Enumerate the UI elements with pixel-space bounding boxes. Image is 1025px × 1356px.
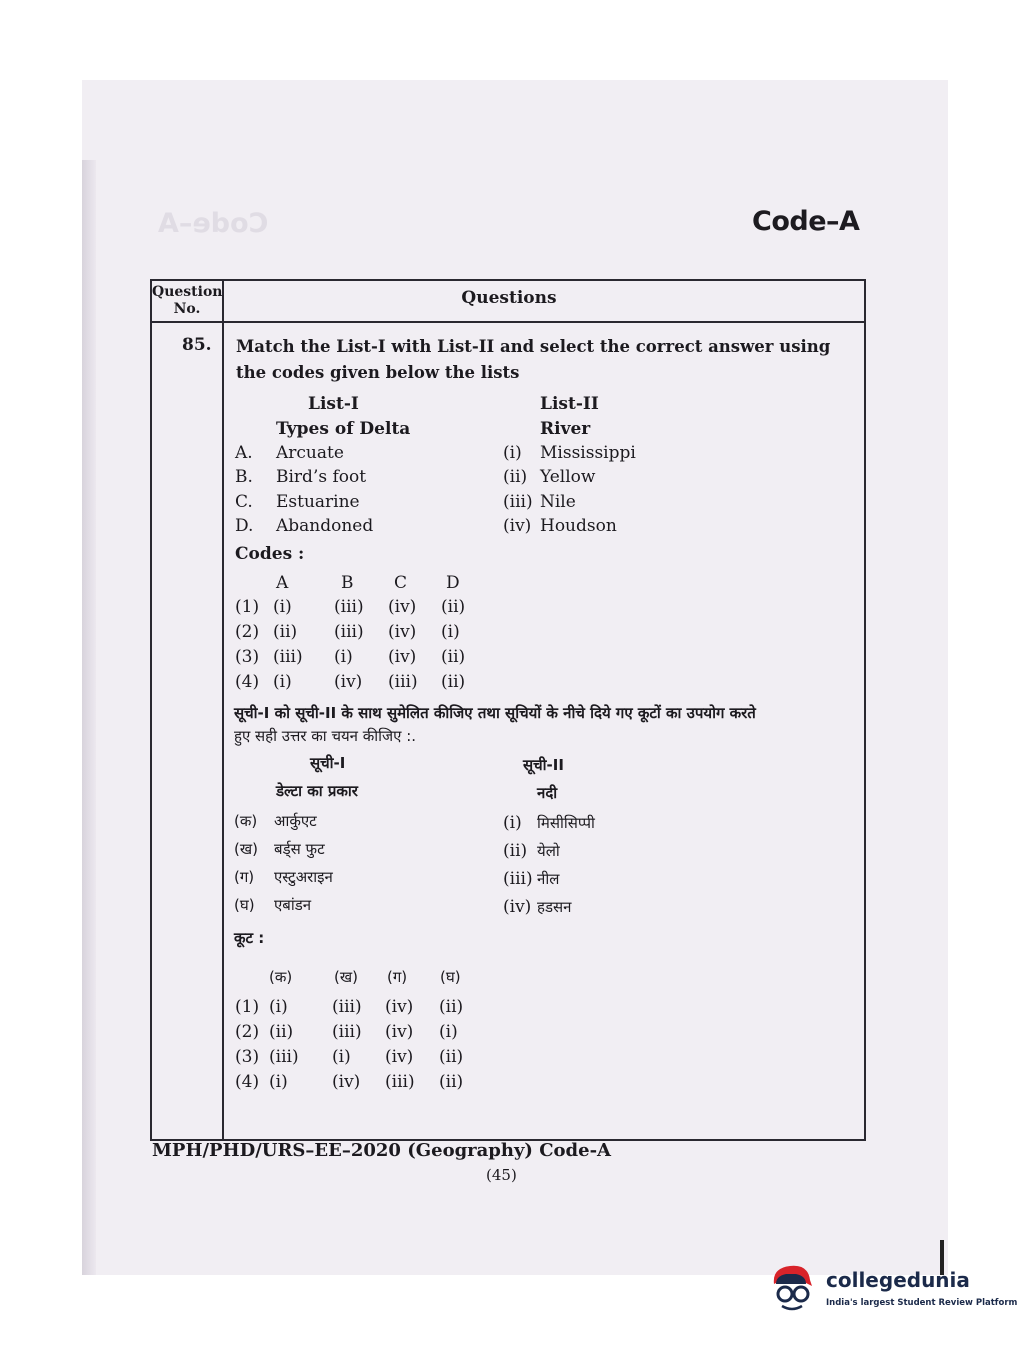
mascot-icon <box>768 1262 816 1314</box>
list2-key-hi: (iv) <box>503 897 532 917</box>
code-option-value: (ii) <box>441 647 466 667</box>
list1-key: D. <box>235 516 254 536</box>
list2-key: (i) <box>503 443 522 463</box>
list1-key: C. <box>235 492 253 512</box>
question-number: 85. <box>182 335 212 355</box>
list1-value: Estuarine <box>276 492 360 512</box>
list1-key-hi: (ख) <box>234 840 258 858</box>
code-hi-option-value: (ii) <box>439 1072 464 1092</box>
header-divider <box>150 321 864 323</box>
code-hi-option-value: (iv) <box>385 997 414 1017</box>
codes-header: A <box>276 573 289 593</box>
question-text-hi-line1: सूची-I को सूची-II के साथ सुमेलित कीजिए तथा सूचियों के नीचे दिये गए कूटों का उपयोग करते <box>234 704 756 722</box>
bleed-through-code-label: Code–A <box>158 208 269 239</box>
codes-header-hi: (घ) <box>440 968 461 986</box>
list1-value-hi: आर्कुएट <box>274 812 317 830</box>
code-hi-option-value: (i) <box>439 1022 458 1042</box>
code-hi-option-value: (ii) <box>439 997 464 1017</box>
code-option-value: (iv) <box>388 647 417 667</box>
code-option-number: (1) <box>235 597 260 617</box>
code-option-value: (iv) <box>334 672 363 692</box>
question-text-hi-line2: हुए सही उत्तर का चयन कीजिए :. <box>234 727 417 745</box>
code-hi-option-value: (ii) <box>439 1047 464 1067</box>
page-binding-shadow <box>82 160 96 1275</box>
list2-value: Mississippi <box>540 443 636 463</box>
list2-key-hi: (i) <box>503 813 522 833</box>
list2-key: (iv) <box>503 516 532 536</box>
list2-value-hi: येलो <box>537 842 560 860</box>
list2-value: Yellow <box>540 467 596 487</box>
code-hi-option-number: (3) <box>235 1047 260 1067</box>
list2-title-hi: सूची-II <box>523 756 564 774</box>
codes-header-hi: (ख) <box>334 968 358 986</box>
collegedunia-logo <box>768 1258 1018 1324</box>
list1-title-hi: सूची-I <box>310 754 346 772</box>
code-option-value: (iii) <box>273 647 303 667</box>
logo-brand: collegedunia <box>826 1268 970 1292</box>
code-hi-option-value: (iii) <box>385 1072 415 1092</box>
code-hi-option-value: (iii) <box>332 1022 362 1042</box>
list1-key-hi: (घ) <box>234 896 255 914</box>
code-option-value: (iii) <box>388 672 418 692</box>
list1-value: Bird’s foot <box>276 467 367 487</box>
list1-value-hi: एस्टुअराइन <box>274 868 333 886</box>
list1-title: List-I <box>308 394 359 414</box>
code-option-value: (ii) <box>441 672 466 692</box>
code-hi-option-value: (i) <box>269 1072 288 1092</box>
code-hi-option-number: (4) <box>235 1072 260 1092</box>
codes-label-hi: कूट : <box>234 929 265 947</box>
code-hi-option-number: (2) <box>235 1022 260 1042</box>
list2-key: (iii) <box>503 492 533 512</box>
list2-value-hi: हडसन <box>537 898 572 916</box>
list1-key-hi: (क) <box>234 812 258 830</box>
codes-header: D <box>446 573 460 593</box>
code-option-value: (iii) <box>334 597 364 617</box>
list2-subtitle-hi: नदी <box>537 784 558 802</box>
questions-header: Questions <box>461 288 557 308</box>
list1-value-hi: बर्ड्स फुट <box>274 840 325 858</box>
list1-key: B. <box>235 467 253 487</box>
list2-value: Nile <box>540 492 576 512</box>
question-no-header: Question No. <box>152 284 223 317</box>
code-option-value: (ii) <box>273 622 298 642</box>
list1-subtitle-hi: डेल्टा का प्रकार <box>276 782 358 800</box>
list1-key: A. <box>235 443 253 463</box>
codes-header-hi: (क) <box>269 968 293 986</box>
code-option-value: (iv) <box>388 622 417 642</box>
list2-title: List-II <box>540 394 599 414</box>
code-option-value: (iii) <box>334 622 364 642</box>
code-option-number: (4) <box>235 672 260 692</box>
question-text-en: Match the List-I with List-II and select the correct answer using the codes given below the lists <box>236 337 831 382</box>
code-option-value: (iv) <box>388 597 417 617</box>
list2-value: Houdson <box>540 516 617 536</box>
list2-value-hi: मिसीसिप्पी <box>537 814 595 832</box>
code-hi-option-number: (1) <box>235 997 260 1017</box>
codes-header: C <box>394 573 408 593</box>
list2-key-hi: (iii) <box>503 869 533 889</box>
code-hi-option-value: (ii) <box>269 1022 294 1042</box>
list2-value-hi: नील <box>537 870 560 888</box>
list1-value: Abandoned <box>276 516 374 536</box>
paper-footer: MPH/PHD/URS–EE–2020 (Geography) Code-A <box>152 1140 612 1161</box>
code-option-value: (i) <box>441 622 460 642</box>
code-hi-option-value: (iv) <box>332 1072 361 1092</box>
code-hi-option-value: (iii) <box>332 997 362 1017</box>
list1-value-hi: एबांडन <box>274 896 312 914</box>
column-divider <box>222 279 224 1139</box>
code-option-value: (i) <box>334 647 353 667</box>
code-hi-option-value: (i) <box>332 1047 351 1067</box>
list2-key: (ii) <box>503 467 528 487</box>
code-label: Code–A <box>752 206 860 237</box>
code-option-value: (i) <box>273 597 292 617</box>
list1-subtitle: Types of Delta <box>276 419 411 439</box>
logo-tagline: India's largest Student Review Platform <box>826 1298 1018 1308</box>
codes-label: Codes : <box>235 544 305 564</box>
codes-header: B <box>341 573 354 593</box>
page-number: (45) <box>486 1166 517 1184</box>
code-hi-option-value: (iv) <box>385 1022 414 1042</box>
code-hi-option-value: (iv) <box>385 1047 414 1067</box>
code-option-number: (3) <box>235 647 260 667</box>
code-option-value: (i) <box>273 672 292 692</box>
list1-value: Arcuate <box>276 443 344 463</box>
code-option-value: (ii) <box>441 597 466 617</box>
list2-subtitle: River <box>540 419 591 439</box>
list1-key-hi: (ग) <box>234 868 255 886</box>
code-option-number: (2) <box>235 622 260 642</box>
code-hi-option-value: (iii) <box>269 1047 299 1067</box>
codes-header-hi: (ग) <box>387 968 408 986</box>
code-hi-option-value: (i) <box>269 997 288 1017</box>
list2-key-hi: (ii) <box>503 841 528 861</box>
